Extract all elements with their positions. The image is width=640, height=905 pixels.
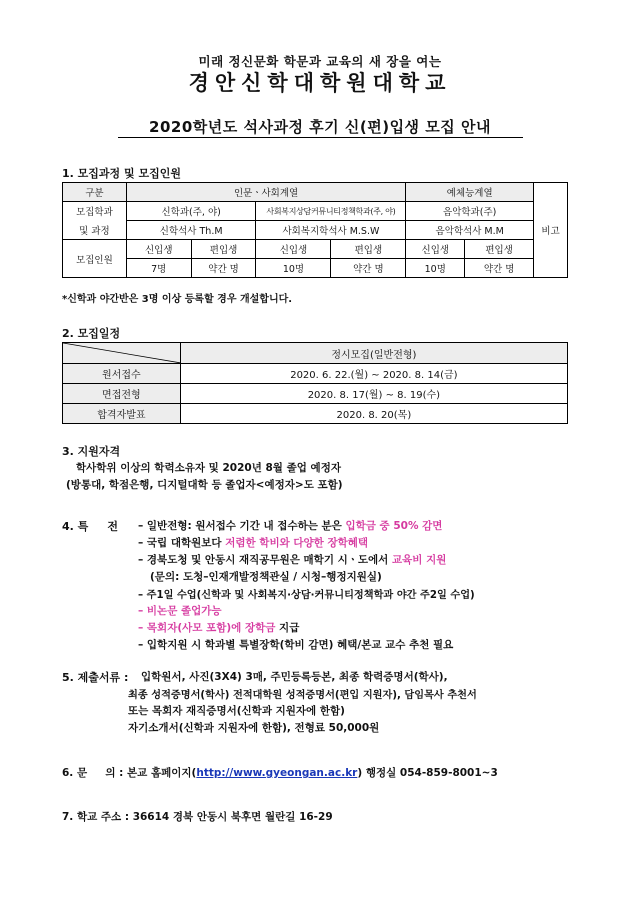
schedule-table — [62, 342, 568, 424]
degree-theology: 신학석사 Th.M — [126, 221, 256, 240]
benefit-text: – 일반전형: 원서접수 기간 내 접수하는 분은 — [138, 520, 346, 532]
documents-line-4: 자기소개서(신학과 지원자에 한함), 전형료 50,000원 — [128, 722, 380, 734]
schedule-value: 2020. 8. 20(목) — [180, 404, 567, 424]
dept-theology: 신학과(주, 야) — [126, 202, 256, 221]
quota-value: 10명 — [406, 259, 465, 278]
page-title: 2020학년도 석사과정 후기 신(편)입생 모집 안내 — [149, 118, 491, 136]
schedule-label: 원서접수 — [63, 364, 181, 384]
documents-line-1: 입학원서, 사진(3X4) 3매, 주민등록등본, 최종 학력증명서(학사), — [141, 671, 448, 683]
remarks-header: 비고 — [534, 183, 568, 278]
section1-note: *신학과 야간반은 3명 이상 등록할 경우 개설합니다. — [62, 294, 293, 305]
quota-header: 신입생 — [256, 240, 331, 259]
documents-line-2: 최종 성적증명서(학사) 전적대학원 성적증명서(편입 지원자), 담임목사 추천서 — [128, 690, 477, 701]
quota-row-label: 모집인원 — [63, 240, 127, 278]
quota-header: 신입생 — [126, 240, 191, 259]
quota-header: 편입생 — [331, 240, 406, 259]
quota-header: 편입생 — [191, 240, 256, 259]
schedule-value: 2020. 6. 22.(월) ~ 2020. 8. 14(금) — [180, 364, 567, 384]
school-name: 경안신학대학원대학교 — [188, 71, 452, 95]
quota-header: 편입생 — [465, 240, 534, 259]
schedule-column-header: 정시모집(일반전형) — [180, 343, 567, 364]
section2-heading: 2. 모집일정 — [62, 327, 121, 340]
group-humanities: 인문ㆍ사회계열 — [126, 183, 406, 202]
quota-value: 10명 — [256, 259, 331, 278]
benefit-text: 지급 — [275, 622, 300, 634]
diagonal-header-cell — [63, 343, 181, 364]
benefit-item — [138, 535, 368, 550]
benefit-item: – 비논문 졸업가능 — [138, 605, 222, 617]
section4-heading: 4. 특 전 — [62, 520, 119, 533]
quota-value: 약간 명 — [465, 259, 534, 278]
schedule-label: 면접전형 — [63, 384, 181, 404]
contact-line — [62, 765, 498, 780]
contact-phone: ) 행정실 054-859-8001~3 — [357, 767, 498, 779]
benefit-item: – 입학지원 시 학과별 특별장학(학비 감면) 혜택/본교 교수 추천 필요 — [138, 639, 454, 651]
quota-value: 약간 명 — [191, 259, 256, 278]
schedule-label: 합격자발표 — [63, 404, 181, 424]
homepage-link[interactable]: http://www.gyeongan.ac.kr — [196, 767, 358, 779]
quota-value: 7명 — [126, 259, 191, 278]
quota-header: 신입생 — [406, 240, 465, 259]
dept-row-label: 모집학과 — [63, 202, 127, 221]
benefit-item: – 주1일 수업(신학과 및 사회복지·상담·커뮤니티정책학과 야간 주2일 수업) — [138, 590, 475, 601]
dept-social-welfare: 사회복지상담커뮤니티정책학과(주, 야) — [256, 202, 406, 221]
group-arts: 예체능계열 — [406, 183, 534, 202]
benefit-item — [138, 620, 299, 635]
benefit-highlight: 입학금 중 50% 감면 — [345, 520, 443, 532]
benefit-text: – 국립 대학원보다 — [138, 537, 226, 549]
section1-heading: 1. 모집과정 및 모집인원 — [62, 167, 181, 180]
benefit-highlight: 저렴한 학비와 다양한 장학혜택 — [225, 537, 369, 549]
dept-music: 음악학과(주) — [406, 202, 534, 221]
degree-row-label: 및 과정 — [63, 221, 127, 240]
qualification-line-2: (방통대, 학점은행, 디지털대학 등 졸업자<예정자>도 포함) — [66, 479, 343, 491]
qualification-line-1: 학사학위 이상의 학력소유자 및 2020년 8월 졸업 예정자 — [76, 462, 341, 474]
benefit-highlight: 교육비 지원 — [391, 554, 447, 566]
slogan: 미래 정신문화 학문과 교육의 새 장을 여는 — [198, 54, 442, 69]
benefit-item — [138, 552, 446, 567]
section3-heading: 3. 지원자격 — [62, 445, 121, 458]
benefit-highlight: – 목회자(사모 포함)에 장학금 — [138, 622, 276, 634]
benefit-text: – 경북도청 및 안동시 재직공무원은 매학기 시ㆍ도에서 — [138, 554, 392, 566]
col-header-category: 구분 — [63, 183, 127, 202]
section5-heading: 5. 제출서류 : — [62, 671, 133, 684]
degree-social-welfare: 사회복지학석사 M.S.W — [256, 221, 406, 240]
benefit-item — [138, 518, 442, 533]
benefit-inquiry: (문의: 도청–인재개발정책관실 / 시청–행정지원실) — [150, 571, 382, 583]
schedule-value: 2020. 8. 17(월) ~ 8. 19(수) — [180, 384, 567, 404]
recruitment-table — [62, 182, 568, 278]
section6-heading: 6. 문 의 : — [62, 767, 128, 779]
documents-line-3: 또는 목회자 재직증명서(신학과 지원자에 한함) — [128, 705, 345, 717]
title-underline — [118, 137, 523, 138]
degree-music: 음악학석사 M.M — [406, 221, 534, 240]
quota-value: 약간 명 — [331, 259, 406, 278]
diagonal-line — [63, 343, 180, 363]
school-address: 7. 학교 주소 : 36614 경북 안동시 북후면 월란길 16-29 — [62, 811, 333, 823]
contact-prefix: 본교 홈페이지( — [127, 767, 197, 779]
